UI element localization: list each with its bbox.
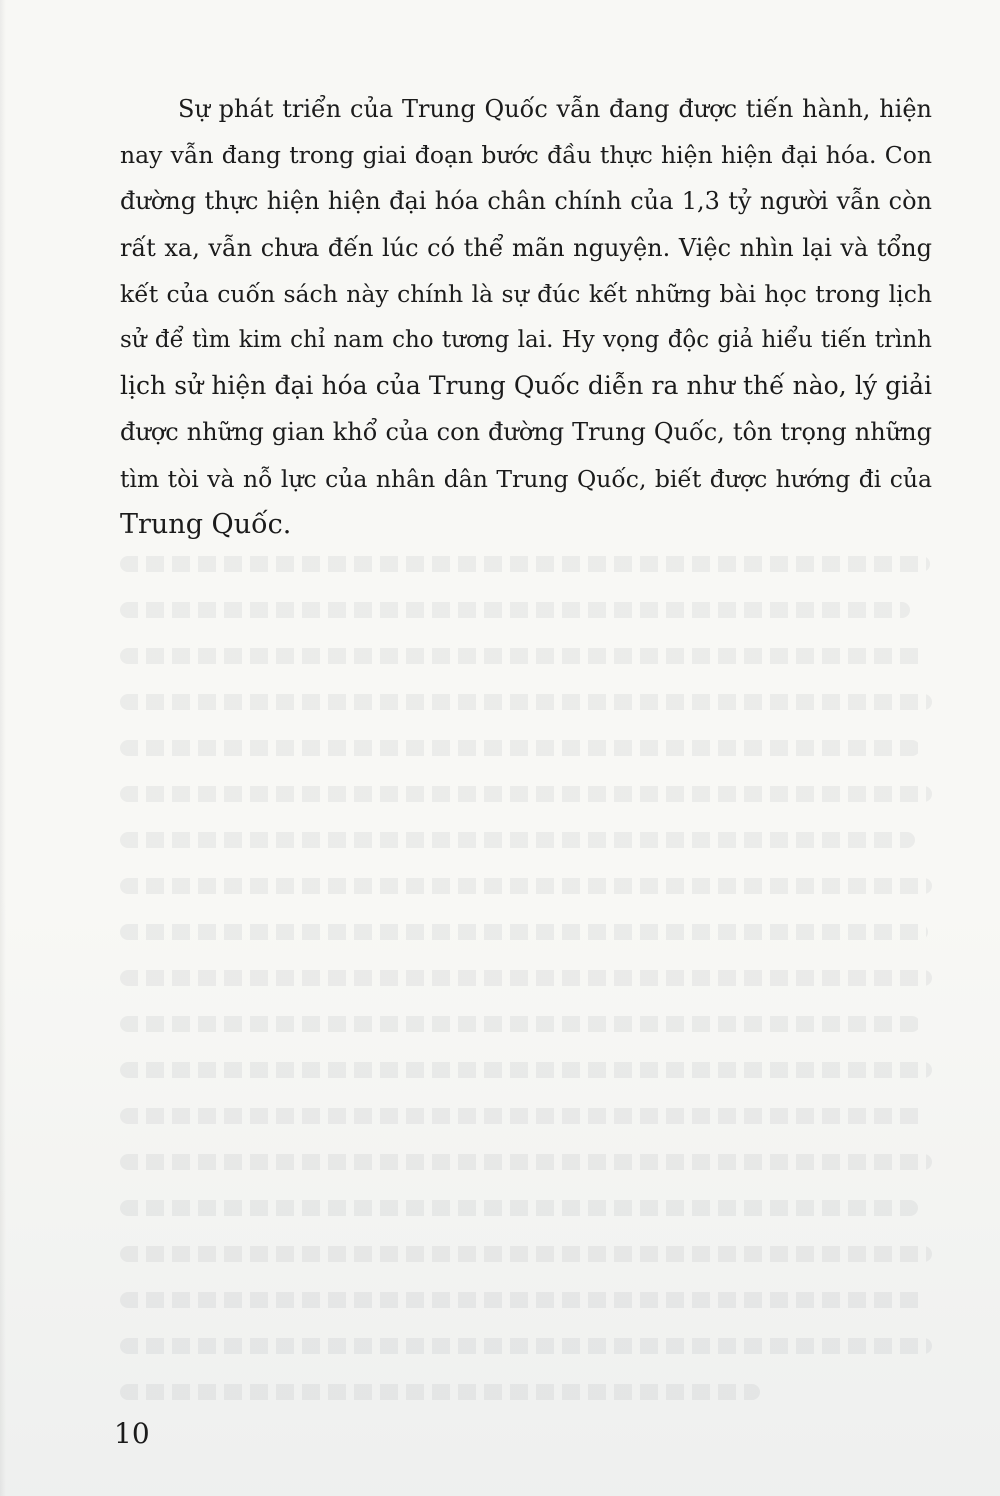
paragraph-line: lịch sử hiện đại hóa của Trung Quốc diễn ra như thế nào, lý giải [120, 371, 932, 401]
paragraph-line: đường thực hiện hiện đại hóa chân chính của 1,3 tỷ người vẫn còn [120, 187, 932, 216]
paragraph-line: tìm tòi và nỗ lực của nhân dân Trung Quốc, biết được hướng đi của [120, 464, 932, 493]
paragraph-line: nay vẫn đang trong giai đoạn bước đầu thực hiện hiện đại hóa. Con [120, 141, 932, 170]
page-number: 10 [114, 1417, 150, 1450]
paragraph-line: sử để tìm kim chỉ nam cho tương lai. Hy vọng độc giả hiểu tiến trình [120, 326, 932, 353]
paragraph-line: được những gian khổ của con đường Trung Quốc, tôn trọng những [120, 418, 932, 447]
body-paragraph [120, 86, 932, 548]
paragraph-line: rất xa, vẫn chưa đến lúc có thể mãn nguyện. Việc nhìn lại và tổng [120, 233, 932, 262]
paragraph-line: Trung Quốc. [120, 508, 292, 540]
paragraph-line: Sự phát triển của Trung Quốc vẫn đang được tiến hành, hiện [178, 95, 932, 123]
paragraph-line: kết của cuốn sách này chính là sự đúc kết những bài học trong lịch [120, 279, 932, 308]
